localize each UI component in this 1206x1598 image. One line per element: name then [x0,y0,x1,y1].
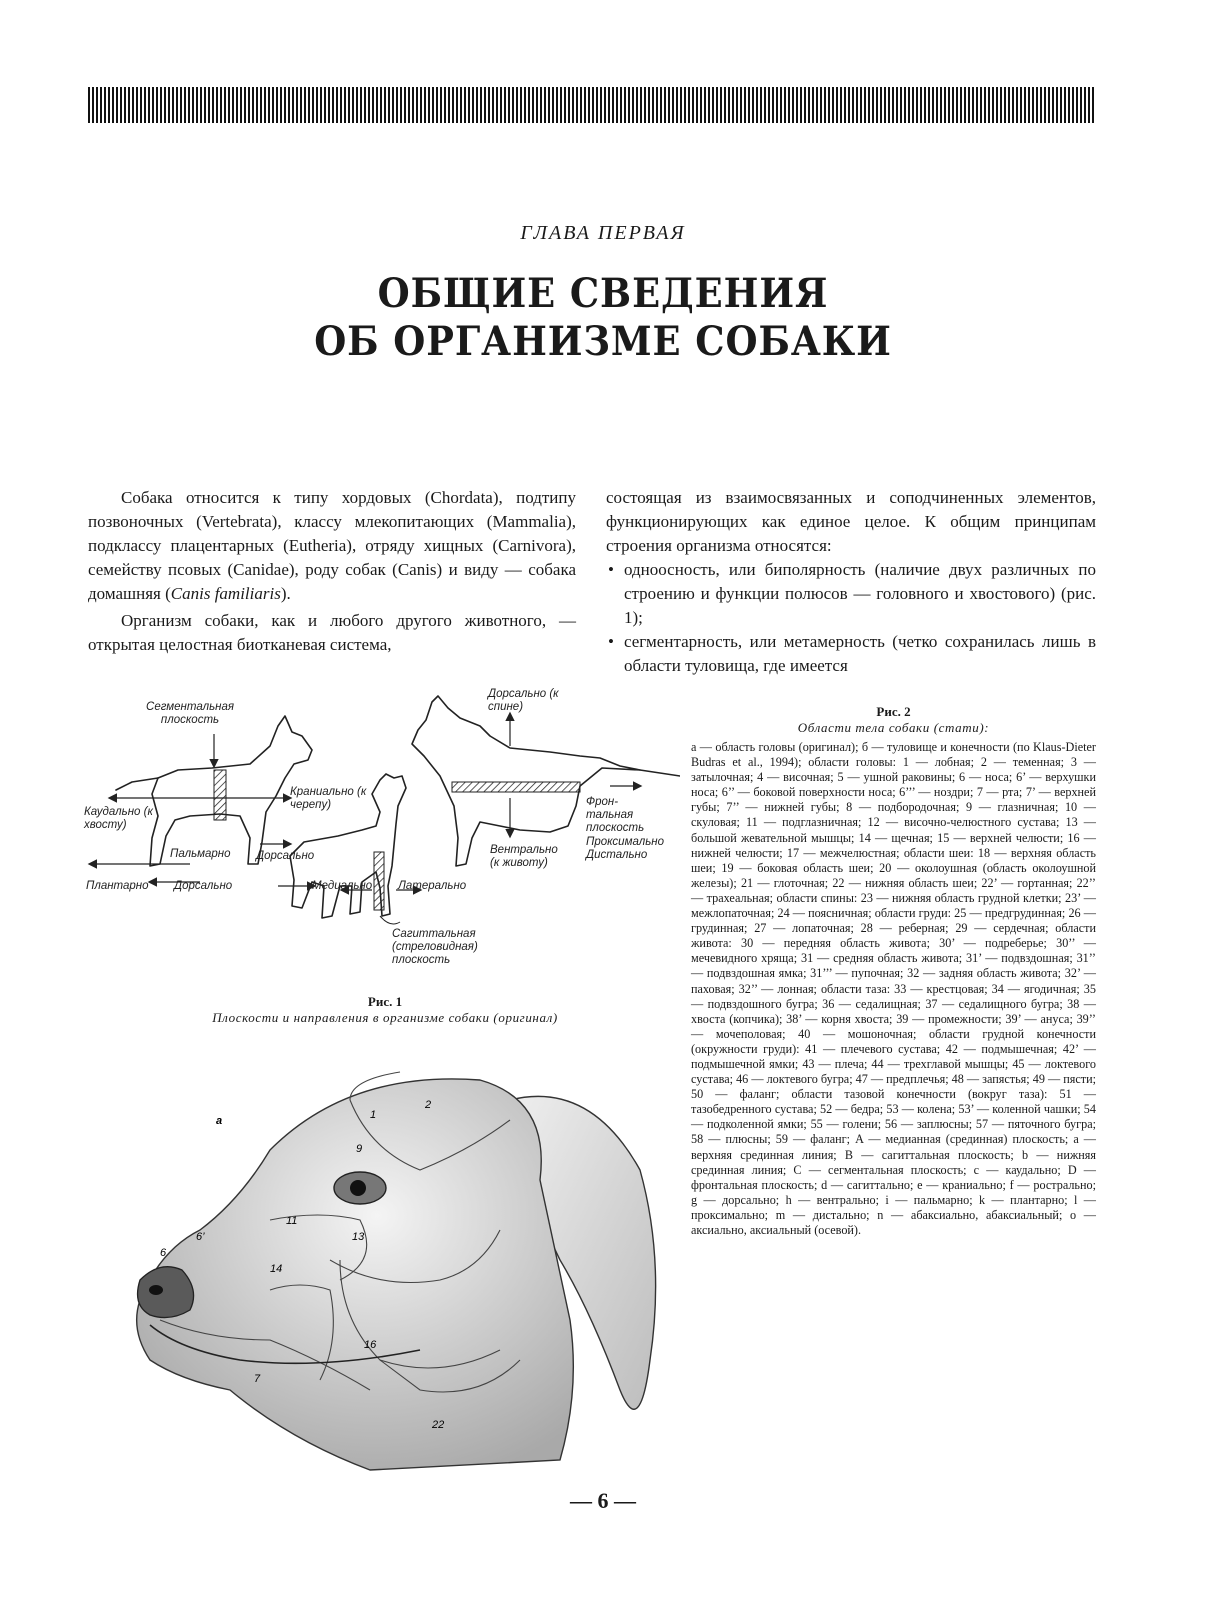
sagittal-plane [374,852,384,910]
head-region-22: 22 [432,1419,445,1431]
label-distal: Дистально [586,849,648,861]
label-medial: Медиально [312,880,373,892]
paragraph-organism: Организм собаки, как и любого другого животного, — открытая целостная биотканевая система, [88,611,576,654]
list-item: • одноосность, или биполярность (наличие двух различных по строению и функции полюсов — головного и хвостового) (рис. 1); [624,558,1096,630]
label-proximal: Проксимально [586,836,664,848]
label-ventral: Вентрально (к животу) [490,844,558,869]
head-region-2: 2 [425,1099,432,1111]
page-number: — 6 — [570,1488,636,1513]
label-dorsal-top: Дорсально (к спине) [488,688,559,713]
paragraph-taxonomy: Собака относится к типу хордовых (Chordata), подтипу позвоночных (Vertebrata), классу млекопитающих (Mammalia), подклассу плацентарных (Eutheria), отряду хищных (Carnivora), семейству псовых (Canidae), роду собак (Canis) и виду — собака домашняя (Canis familiaris). [88,488,576,603]
figure2-caption-title: Рис. 2 [876,704,911,719]
head-panel-letter: а [216,1115,223,1127]
figure1-caption [200,994,570,1026]
figure2-legend: а — область головы (оригинал); б — туловище и конечности (по Klaus-Dieter Budras et al., 1994); области головы: 1 — лобная; 2 — теменная; 3 — затылочная; 4 — височная; 5 — ушной раковины; 6 — носа; 6’ — верхушки носа; 6’’ — боковой поверхности носа; 6’’’ — ноздри; 7 — рта; 7’ — верхней губы; 7’’ — нижней губы; 8 — подбородочная; 9 — глазничная; 10 — скуловая; 11 — подглазничная; 12 — височно-челюстного сустава; 13 — большой жевательной мышцы; 14 — щечная; 15 — верхней челюсти; 16 — нижней челюсти; 17 — межчелюстная; области шеи: 18 — верхняя область шеи; 19 — боковая область шеи; 20 — околоушная (область околоушной железы); 21 — глоточная; 22 — нижняя область шеи; 22’ — гортанная; 22’’ — трахеальная; области спины: 23 — нижняя область грудной клетки; 23’ — межлопаточная; 24 — поясничная; области груди: 25 — предгрудинная; 26 — грудинная; 27 — лопаточная; 28 — реберная; 29 — сердечная; области живота: 30 — передняя область живота; 30’ — подреберье; 30’’ — мечевидного хряща; 31 — средняя область живота; 31’ — подвздошная; 31’’ — подвздошная ямка; 31’’’ — пупочная; 32 — задняя область живота; 32’ — паховая; 32’’ — лонная; области таза: 33 — крестцовая; 34 — ягодичная; 35 — подвздошного бугра; 36 — седалищная; 37 — седалищного бугра; 38 — хвоста (копчика); 38’ — корня хвоста; 39 — промежности; 39’ — ануса; 39’’ — мочеполовая; 40 — мошоночная; области грудной конечности (окружности груди): 41 — плечевого сустава; 42 — подмышечная; 42’ — подмышечной ямки; 43 — плеча; 44 — трехглавой мышцы; 45 — локтевого сустава; 46 — локтевого бугра; 47 — предплечья; 48 — запястья; 49 — пясти; 50 — фаланг; области тазовой конечности (вокруг таза): 51 — тазобедренного сустава; 52 — бедра; 53 — колена; 53’ — коленной чашки; 54 — подколенной ямки; 55 — голени; 56 — заплюсны; 57 — пяточного бугра; 58 — плюсны; 59 — фаланг; A — медианная (срединная) плоскость; a — верхняя срединная линия; B — сагиттальная плоскость; b — нижняя срединная линия; C — сегментальная плоскость; c — каудально; D — фронтальная плоскость; d — сагиттально; e — краниально; f — рострально; g — дорсально; h — вентрально; i — пальмарно; k — плантарно; l — проксимально; m — дистально; n — абаксиально, абаксиальный; o — аксиально, аксиальный (осевой). [691,740,1096,1237]
head-region-9: 9 [356,1143,363,1155]
left-column [88,486,576,660]
head-region-6prime: 6’ [196,1231,205,1243]
segmental-plane [214,770,226,820]
header-decorative-bar [88,87,1096,123]
head-region-11: 11 [286,1215,298,1227]
figure2-caption [691,704,1096,736]
head-region-13: 13 [352,1231,365,1243]
head-region-6: 6 [160,1247,167,1259]
label-dorsal-1: Дорсально [256,850,315,862]
principles-list [606,558,1096,678]
head-region-16: 16 [364,1339,377,1351]
nose-icon [138,1267,194,1318]
chapter-title [48,270,1158,366]
label-palmar: Пальмарно [170,848,231,860]
label-cranial: Краниально (к черепу) [290,786,367,811]
head-region-7: 7 [254,1373,261,1385]
dog-head-drawing [120,1060,665,1480]
label-lateral: Латерально [398,880,467,892]
chapter-title-line-2: ОБ ОРГАНИЗМЕ СОБАКИ [314,318,892,365]
head-region-14: 14 [270,1263,283,1275]
figure2-caption-text: Области тела собаки (стати): [797,720,990,735]
figure1-caption-title: Рис. 1 [367,994,403,1009]
label-sagittal-plane: Сагиттальная (стреловидная) плоскость [392,928,478,966]
right-column [606,486,1096,678]
list-item: • сегментарность, или метамерность (четко сохранилась лишь в области туловища, где имеется [624,630,1096,678]
head-region-1: 1 [370,1109,377,1121]
label-dorsal-2: Дорсально [174,880,233,892]
frontal-plane [452,782,580,792]
figure1-caption-text: Плоскости и направления в организме собаки (оригинал) [212,1010,558,1025]
chapter-title-line-1: ОБЩИЕ СВЕДЕНИЯ [377,270,829,317]
paragraph-principles: состоящая из взаимосвязанных и соподчиненных элементов, функционирующих как единое целое. К общим принципам строения организма относятся: [606,488,1096,555]
label-plantar: Плантарно [86,880,149,892]
chapter-label: ГЛАВА ПЕРВАЯ [520,222,686,244]
label-frontal-plane: Фронтальная плоскость [586,796,645,834]
label-caudal: Каудально (к хвосту) [84,806,153,831]
label-segmental-plane: Сегментальная плоскость [146,701,234,726]
